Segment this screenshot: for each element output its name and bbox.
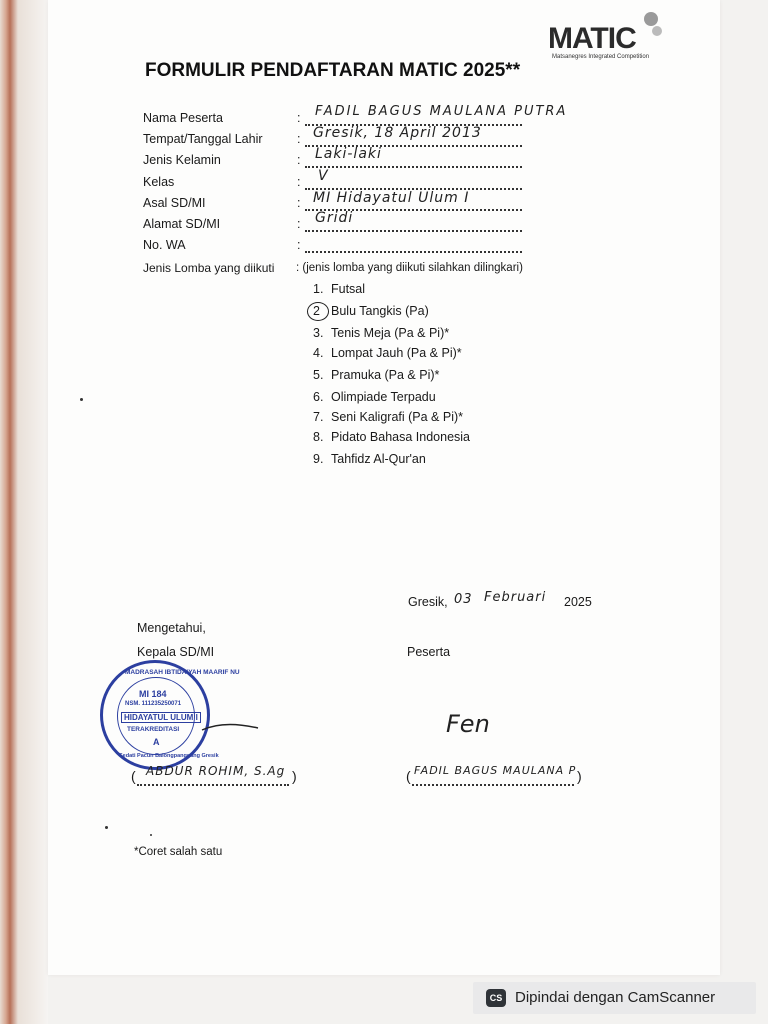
lomba-option-selected: 2 Bulu Tangkis (Pa) (313, 304, 429, 318)
field-value-asal: MI Hidayatul Ulum I (313, 190, 470, 206)
stamp-top-text: MADRASAH IBTIDAIYAH MAARIF NU (125, 669, 240, 676)
matic-logo (548, 12, 668, 62)
footnote: *Coret salah satu (134, 846, 223, 858)
logo-tagline: Matsanegres Integrated Competition (552, 54, 650, 60)
stamp-grade: A (153, 737, 160, 747)
field-label-ttl: Tempat/Tanggal Lahir (143, 132, 263, 146)
field-value-kelas: V (318, 168, 329, 184)
date-place: Gresik, (408, 595, 448, 609)
stamp-number: MI 184 (139, 689, 167, 699)
colon: : (297, 238, 301, 252)
date-day: 03 (454, 592, 473, 607)
camscanner-text: Dipindai dengan CamScanner (515, 989, 716, 1006)
field-value-jenis-kelamin: Laki-laki (315, 146, 382, 162)
field-line (305, 251, 522, 253)
field-line (305, 166, 522, 168)
participant-sign-line (412, 784, 574, 786)
principal-sign-line (137, 784, 289, 786)
field-value-ttl: Gresik, 18 April 2013 (313, 125, 482, 141)
stamp-accreditation: TERAKREDITASI (127, 726, 180, 733)
logo-dot-2 (652, 26, 662, 36)
field-label-wa: No. WA (143, 238, 186, 252)
lomba-option: 5. Pramuka (Pa & Pi)* (313, 368, 440, 382)
scan-speck (150, 834, 152, 836)
bracket-close: ) (292, 768, 297, 784)
form-title: FORMULIR PENDAFTARAN MATIC 2025** (145, 60, 521, 81)
lomba-option: 4. Lompat Jauh (Pa & Pi)* (313, 346, 462, 360)
colon: : (297, 153, 301, 167)
date-month: Februari (484, 590, 547, 605)
colon: : (297, 196, 301, 210)
field-label-asal: Asal SD/MI (143, 196, 206, 210)
logo-word: MATIC (548, 22, 636, 55)
principal-signature-stroke (200, 718, 270, 758)
camscanner-icon: CS (486, 989, 506, 1007)
principal-name: ABDUR ROHIM, S.Ag (146, 764, 286, 778)
field-line (305, 230, 522, 232)
paper-edge (0, 0, 48, 1024)
participant-signature: Fen (446, 710, 490, 738)
lomba-option: 3. Tenis Meja (Pa & Pi)* (313, 326, 450, 340)
participant-label: Peserta (407, 645, 451, 659)
bracket-open: ( (131, 768, 136, 784)
colon: : (297, 132, 301, 146)
stamp-bottom-text: Sedati Pacun Balongpanggang Gresik (119, 753, 219, 759)
school-stamp (100, 660, 240, 770)
logo-dot-1 (644, 12, 658, 26)
lomba-option: 6. Olimpiade Terpadu (313, 390, 436, 404)
colon: : (297, 217, 301, 231)
acknowledge-label: Mengetahui, (137, 621, 206, 635)
stamp-nsm: NSM. 111235250071 (125, 701, 182, 707)
date-year: 2025 (564, 595, 592, 609)
scan-speck (80, 398, 83, 401)
participant-name: FADIL BAGUS MAULANA P (414, 764, 577, 777)
colon: : (297, 175, 301, 189)
field-label-lomba: Jenis Lomba yang diikuti (143, 261, 275, 275)
lomba-note: : (jenis lomba yang diikuti silahkan dilingkari) (296, 262, 523, 274)
field-label-nama: Nama Peserta (143, 111, 223, 125)
lomba-option: 9. Tahfidz Al-Qur'an (313, 452, 426, 466)
field-value-alamat: Gridi (315, 210, 354, 226)
bracket-close: ) (577, 768, 582, 784)
colon: : (297, 111, 301, 125)
lomba-option: 7. Seni Kaligrafi (Pa & Pi)* (313, 410, 464, 424)
principal-title: Kepala SD/MI (137, 645, 215, 659)
lomba-option: 8. Pidato Bahasa Indonesia (313, 430, 470, 444)
field-label-alamat: Alamat SD/MI (143, 217, 221, 231)
bracket-open: ( (406, 768, 411, 784)
field-value-nama: FADIL BAGUS MAULANA PUTRA (315, 104, 568, 119)
field-label-jenis-kelamin: Jenis Kelamin (143, 153, 221, 167)
stamp-school-name: HIDAYATUL ULUM I (121, 712, 201, 723)
lomba-option: 1. Futsal (313, 282, 366, 296)
camscanner-watermark (473, 982, 756, 1014)
field-label-kelas: Kelas (143, 175, 175, 189)
scan-speck (105, 826, 108, 829)
